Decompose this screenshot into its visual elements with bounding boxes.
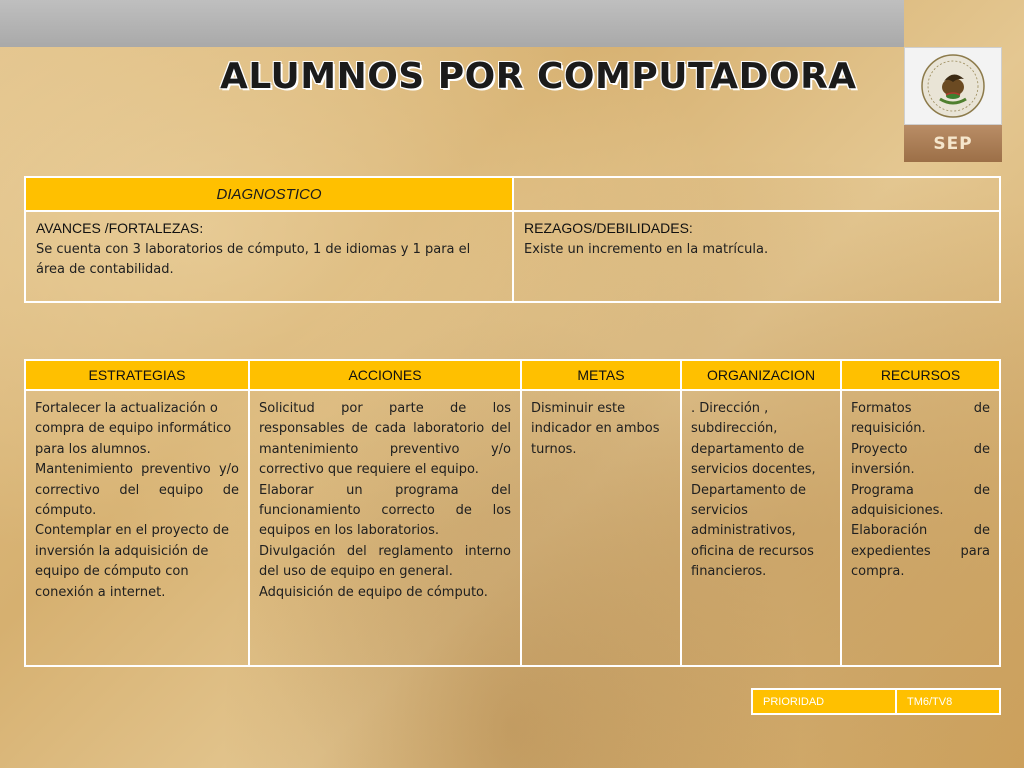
accion-item: Divulgación del reglamento interno del uso de equipo en general. <box>259 543 511 580</box>
rezagos-text: Existe un incremento en la matrícula. <box>524 242 769 257</box>
recursos-cell <box>841 390 1000 666</box>
accion-item: Elaborar un programa del funcionamiento correcto de los equipos en los laboratorios. <box>259 482 511 539</box>
metas-cell <box>521 390 681 666</box>
recurso-item: Formatos de requisición. <box>851 401 990 437</box>
estrategias-cell <box>25 390 249 666</box>
recurso-item: Elaboración de expedientes para compra. <box>851 523 990 580</box>
avances-cell <box>25 211 513 302</box>
diagnostico-header: DIAGNOSTICO <box>25 177 513 211</box>
avances-colon: : <box>199 222 204 237</box>
header-acciones: ACCIONES <box>249 360 521 390</box>
estrategia-item: Fortalecer la actualización o compra de equipo informático para los alumnos. <box>35 401 232 457</box>
header-estrategias: ESTRATEGIAS <box>25 360 249 390</box>
diagnostico-header-empty <box>513 177 1000 211</box>
sep-label: SEP <box>904 125 1002 162</box>
estrategia-item: Mantenimiento preventivo y/o correctivo del equipo de cómputo. <box>35 462 239 519</box>
prioridad-label: PRIORIDAD <box>752 689 896 714</box>
rezagos-label: REZAGOS/DEBILIDADES: <box>524 220 693 236</box>
header-recursos: RECURSOS <box>841 360 1000 390</box>
avances-text: Se cuenta con 3 laboratorios de cómputo, 1 de idiomas y 1 para el área de contabilidad. <box>36 242 471 277</box>
recurso-item: Programa de adquisiciones. <box>851 482 990 519</box>
avances-label: AVANCES /FORTALEZAS <box>36 220 200 236</box>
header-organizacion: ORGANIZACION <box>681 360 841 390</box>
organizacion-cell <box>681 390 841 666</box>
recurso-item: Proyecto de inversión. <box>851 441 990 478</box>
organizacion-text: . Dirección , subdirección, departamento de servicios docentes, Departamento de servicios administrativos, oficina de recursos financieros. <box>691 401 816 580</box>
estrategia-item: Contemplar en el proyecto de inversión la adquisición de equipo de cómputo con conexión a internet. <box>35 523 229 600</box>
prioridad-table <box>751 688 1001 715</box>
acciones-cell <box>249 390 521 666</box>
rezagos-cell <box>513 211 1000 302</box>
mexican-coat-of-arms-icon <box>918 51 988 121</box>
metas-text: Disminuir este indicador en ambos turnos. <box>531 401 660 457</box>
slide-title: ALUMNOS POR COMPUTADORA <box>220 56 857 97</box>
coat-of-arms <box>904 47 1002 125</box>
accion-item: Adquisición de equipo de cómputo. <box>259 584 488 600</box>
top-bar <box>0 0 904 47</box>
header-metas: METAS <box>521 360 681 390</box>
plan-table <box>24 359 1001 667</box>
accion-item: Solicitud por parte de los responsables de cada laboratorio del mantenimiento preventivo y/o correctivo que requiere el equipo. <box>259 401 511 478</box>
sep-logo <box>904 47 1002 162</box>
diagnostico-table <box>24 176 1001 303</box>
prioridad-value: TM6/TV8 <box>896 689 1000 714</box>
